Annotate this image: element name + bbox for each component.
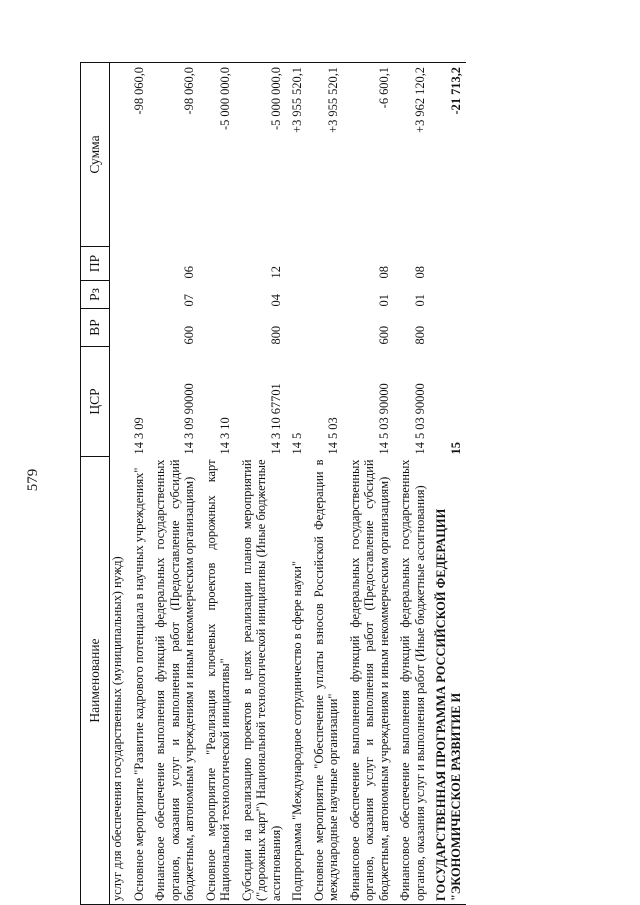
row-pr: 06 bbox=[182, 266, 196, 279]
row-name: ГОСУДАРСТВЕННАЯ ПРОГРАММА РОССИЙСКОЙ ФЕДЕРАЦИИ "ЭКОНОМИЧЕСКОЕ РАЗВИТИЕ И bbox=[430, 457, 466, 905]
table-row bbox=[149, 63, 200, 905]
row-sum: -5 000 000,0 bbox=[236, 63, 287, 247]
row-csr: 14 5 03 90000 bbox=[412, 383, 427, 455]
header-rz: Рз bbox=[81, 281, 110, 309]
header-csr: ЦСР bbox=[81, 347, 110, 457]
row-sum bbox=[110, 63, 128, 247]
row-vr bbox=[286, 309, 308, 347]
row-name: Основное мероприятие "Обеспечение уплаты взносов Российской Федерации в международные научные организации" bbox=[308, 457, 344, 905]
row-rz bbox=[286, 281, 308, 309]
row-rz bbox=[110, 281, 128, 309]
row-name: услуг для обеспечения государственных (муниципальных) нужд) bbox=[110, 457, 128, 905]
row-sum: -98 060,0 bbox=[128, 63, 150, 247]
row-sum: -21 713,2 bbox=[430, 63, 466, 247]
row-vr bbox=[308, 309, 344, 347]
table-row bbox=[344, 63, 395, 905]
row-rz: 07 bbox=[182, 294, 196, 307]
table-row bbox=[236, 63, 287, 905]
row-sum: +3 955 520,1 bbox=[308, 63, 344, 247]
row-csr: 14 5 03 90000 bbox=[376, 383, 391, 455]
row-csr: 14 3 09 90000 bbox=[182, 383, 196, 455]
table-row bbox=[308, 63, 344, 905]
row-name: Подпрограмма "Международное сотрудничество в сфере науки" bbox=[286, 457, 308, 905]
row-csr: 14 3 10 67701 bbox=[268, 383, 283, 455]
budget-table bbox=[80, 62, 466, 905]
row-name: Основное мероприятие "Развитие кадрового потенциала в научных учреждениях" bbox=[128, 457, 150, 905]
row-vr: 800 bbox=[412, 325, 427, 345]
row-vr: 600 bbox=[376, 325, 391, 345]
row-name: Финансовое обеспечение выполнения функций федеральных государственных органов, оказания услуг и выполнения работ (Предоставление субсидий бюджетным, автономным учреждениям и иным некоммерческим организациям) bbox=[344, 457, 395, 905]
row-sum: +3 955 520,1 bbox=[286, 63, 308, 247]
header-pr: ПР bbox=[81, 247, 110, 281]
row-rz: 04 bbox=[268, 294, 283, 307]
row-name: Финансовое обеспечение выполнения функций федеральных государственных органов, оказания услуг и выполнения работ (Предоставление субсидий бюджетным, автономным учреждениям и иным некоммерческим организациям) bbox=[149, 457, 200, 905]
row-csr bbox=[110, 347, 128, 457]
table-row-program-total bbox=[430, 63, 466, 905]
row-pr: 08 bbox=[376, 266, 391, 279]
row-rz: 01 bbox=[412, 294, 427, 307]
table-row bbox=[200, 63, 236, 905]
row-rz bbox=[128, 281, 150, 309]
row-csr: 14 5 03 bbox=[326, 417, 340, 455]
table-row bbox=[110, 63, 128, 905]
row-vr: 800 bbox=[268, 325, 283, 345]
row-pr bbox=[128, 247, 150, 281]
row-vr bbox=[430, 309, 466, 347]
row-name: Основное мероприятие "Реализация ключевых проектов дорожных карт Национальной технологической инициативы" bbox=[200, 457, 236, 905]
row-rz bbox=[200, 281, 236, 309]
header-vr: ВР bbox=[81, 309, 110, 347]
row-pr bbox=[200, 247, 236, 281]
row-pr: 08 bbox=[412, 266, 427, 279]
row-sum: -5 000 000,0 bbox=[200, 63, 236, 247]
rotated-page-content bbox=[22, 63, 582, 905]
row-pr bbox=[110, 247, 128, 281]
row-vr: 600 bbox=[182, 325, 196, 345]
row-vr bbox=[200, 309, 236, 347]
row-rz bbox=[430, 281, 466, 309]
table-header-row bbox=[81, 63, 110, 905]
row-pr bbox=[308, 247, 344, 281]
row-rz bbox=[308, 281, 344, 309]
header-name: Наименование bbox=[81, 457, 110, 905]
row-vr bbox=[128, 309, 150, 347]
table-row bbox=[128, 63, 150, 905]
row-sum: -6 600,1 bbox=[344, 63, 395, 247]
header-sum: Сумма bbox=[81, 63, 110, 247]
row-csr: 14 3 10 bbox=[218, 417, 232, 455]
row-pr bbox=[286, 247, 308, 281]
row-csr: 14 3 09 bbox=[131, 417, 146, 455]
row-pr: 12 bbox=[268, 266, 283, 279]
row-name: Субсидии на реализацию проектов в целях реализации планов мероприятий ("дорожных карт") Национальной технологической инициативы (Иные бюджетные ассигнования) bbox=[236, 457, 287, 905]
row-vr bbox=[110, 309, 128, 347]
row-sum: +3 962 120,2 bbox=[394, 63, 430, 247]
row-pr bbox=[430, 247, 466, 281]
page-number: 579 bbox=[25, 468, 41, 492]
row-sum: -98 060,0 bbox=[149, 63, 200, 247]
table-row bbox=[394, 63, 430, 905]
row-rz: 01 bbox=[376, 294, 391, 307]
row-csr: 15 bbox=[448, 442, 463, 455]
table-row bbox=[286, 63, 308, 905]
row-name: Финансовое обеспечение выполнения функций федеральных государственных органов, оказания услуг и выполнения работ (Иные бюджетные ассигнования) bbox=[394, 457, 430, 905]
row-csr: 14 5 bbox=[290, 432, 304, 455]
